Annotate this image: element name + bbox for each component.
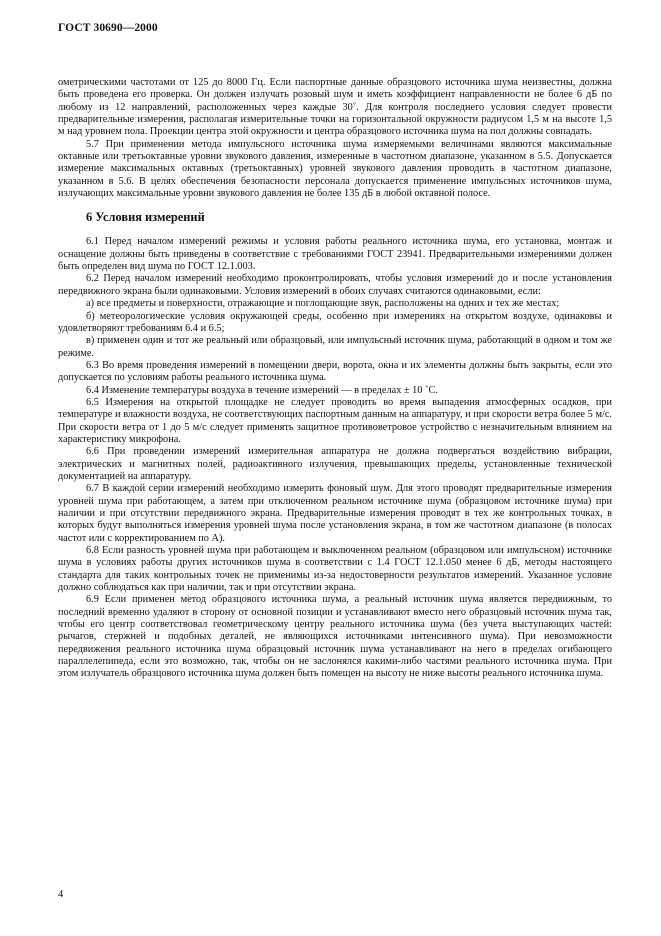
list-item-v: в) применен один и тот же реальный или образцовый, или импульсный источник шума, работающий в одном и том же режиме.	[58, 335, 612, 359]
paragraph-6-8: 6.8 Если разность уровней шума при работающем и выключенном реальном (образцовом или импульсном) источнике шума в условиях работы других источников шума в соответствии с 1.4 ГОСТ 12.1.050 менее 6 дБ, методы настоящего стандарта для таких контрольных точек не применимы из-за недостоверности результатов измерений. Указанное условие должно соблюдаться как при наличии, так и при отсутствии экрана.	[58, 545, 612, 594]
list-item-b: б) метеорологические условия окружающей среды, особенно при измерениях на открытом воздухе, одинаковы и удовлетворяют требованиям 6.4 и 6.5;	[58, 310, 612, 334]
paragraph-6-9: 6.9 Если применен метод образцового источника шума, а реальный источник шума является передвижным, то последний временно удаляют в сторону от основной позиции и устанавливают вместо него образцовый источник шума так, чтобы его центр соответствовал геометрическому центру реального источника шума (без учета выступающих частей: рычагов, стержней и подобных деталей, не являющихся источниками интенсивного шума). При невозможности передвижения реального источника шума образцовый источник шума устанавливают на него в пределах огибающего параллелепипеда, если это возможно, так, чтобы он не заслонялся какими-либо частями реального источника шума. При этом излучатель образцового источника шума должен быть помещен на высоту не ниже высоты реального источника шума.	[58, 594, 612, 680]
paragraph-6-1: 6.1 Перед началом измерений режимы и условия работы реального источника шума, его установка, монтаж и оснащение должны быть приведены в соответствие с требованиями ГОСТ 23941. Предварительными измерениями должен быть определен вид шума по ГОСТ 12.1.003.	[58, 236, 612, 273]
document-header: ГОСТ 30690—2000	[58, 22, 158, 34]
paragraph-6-4: 6.4 Изменение температуры воздуха в течение измерений — в пределах ± 10 ˚С.	[86, 384, 438, 396]
paragraph-5-7: 5.7 При применении метода импульсного источника шума измеряемыми величинами являются максимальные октавные или третьоктавные уровни звукового давления, измеренные в частотном диапазоне, указанном в 5.5. Допускается измерение максимальных октавных (третьоктавных) уровней звукового давления проводить в частотном диапазоне, указанном в 5.6. В целях обеспечения безопасности персонала допускается применение импульсных источников шума, излучающих максимальные уровни звукового давления не более 135 дБ в любой октавной полосе.	[58, 138, 612, 200]
paragraph-6-5: 6.5 Измерения на открытой площадке не следует проводить во время выпадения атмосферных осадков, при температуре и влажности воздуха, не соответствующих паспортным данным на аппаратуру, и при скорости ветра более 5 м/с. При скорости ветра от 1 до 5 м/с следует применять защитное противоветровое устройство с незначительным влиянием на характеристику микрофона.	[58, 396, 612, 445]
list-item-a: а) все предметы и поверхности, отражающие и поглощающие звук, расположены на одних и тех же местах;	[86, 298, 560, 310]
page-number: 4	[58, 889, 64, 900]
paragraph-6-2: 6.2 Перед началом измерений необходимо проконтролировать, чтобы условия измерений до и после установления передвижного экрана были одинаковыми. Условия измерений в обоих случаях считаются одинаковыми, если:	[58, 273, 612, 297]
section-heading: 6 Условия измерений	[86, 210, 205, 225]
paragraph-6-3: 6.3 Во время проведения измерений в помещении двери, ворота, окна и их элементы должны быть закрыты, если это допускается по условиям работы реального источника шума.	[58, 359, 612, 384]
paragraph-continued: ометрическими частотами от 125 до 8000 Гц. Если паспортные данные образцового источника шума неизвестны, должна быть проведена его проверка. Он должен излучать розовый шум и иметь коэффициент направленности не более 6 дБ по любому из 12 направлений, расположенных через каждые 30˚. Для контроля последнего условия следует провести предварительные измерения, располагая измерительные точки на горизонтальной окружности радиусом 1,5 м на высоте 1,5 м над уровнем пола. Проекции центра этой окружности и центра образцового источника шума на пол должны совпадать.	[58, 77, 612, 138]
document-body	[58, 77, 612, 681]
paragraph-6-6: 6.6 При проведении измерений измерительная аппаратура не должна подвергаться воздействию вибрации, электрических и магнитных полей, радиоактивного излучения, превышающих пределы, установленные технической документацией на аппаратуру.	[58, 446, 612, 482]
paragraph-6-7: 6.7 В каждой серии измерений необходимо измерить фоновый шум. Для этого проводят предварительные измерения уровней шума при работающем, а затем при отключенном реальном источнике шума (образцовом источнике шума) при наличии и при отсутствии передвижного экрана. Предварительные измерения проводят в тех же контрольных точках, в которых будут выполняться измерения уровней шума после установления экрана, в том же частотном диапазоне (в полосах частот или с корректированием по А).	[58, 483, 612, 544]
